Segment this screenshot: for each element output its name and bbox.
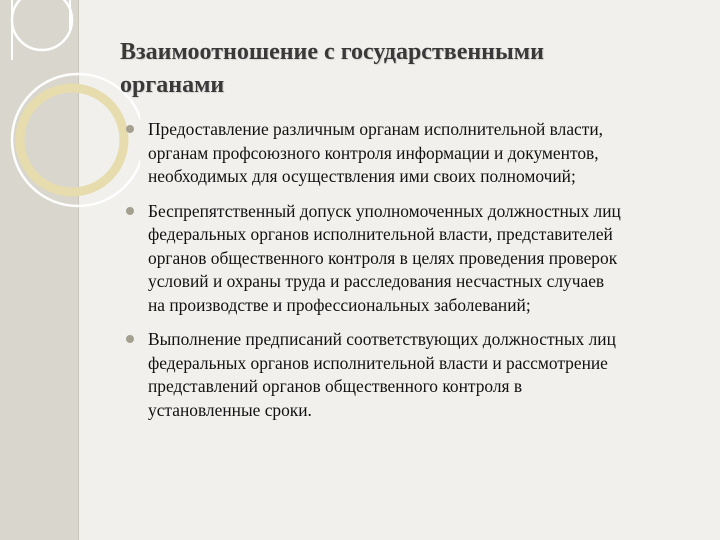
list-item (126, 200, 706, 318)
list-item (126, 118, 706, 189)
bullet-text-line: федеральных органов исполнительной власти, представителей (148, 224, 613, 244)
bullet-icon (126, 335, 134, 343)
page-title (120, 36, 680, 102)
bullet-text-line: органам профсоюзного контроля информации и документов, (148, 142, 599, 163)
title-line: органами (120, 72, 225, 98)
bullet-text-line: представлений органов общественного контроля в (148, 376, 523, 396)
list-item (126, 328, 706, 422)
bullet-text-line: необходимых для осуществления ими своих полномочий; (148, 166, 576, 186)
bullet-text-line: Выполнение предписаний соответствующих должностных лиц (148, 329, 616, 349)
bullet-text-line: Предоставление различным органам исполнительной власти, (148, 119, 604, 139)
bullet-text-line: федеральных органов исполнительной власти и рассмотрение (148, 352, 608, 373)
bullet-list (126, 118, 706, 433)
bullet-icon (126, 207, 134, 215)
bullet-text-line: условий и охраны труда и расследования несчастных случаев (148, 271, 605, 291)
bullet-text-line: установленные сроки. (148, 399, 312, 420)
bullet-text-line: органов общественного контроля в целях проведения проверок (148, 247, 618, 268)
title-line: Взаимоотношение с государственными (120, 39, 544, 65)
bullet-text-line: Беспрепятственный допуск уполномоченных должностных лиц (148, 200, 621, 221)
bullet-icon (126, 125, 134, 133)
bullet-text-line: на производстве и профессиональных заболеваний; (148, 294, 531, 315)
decorative-rings-icon (0, 0, 140, 230)
